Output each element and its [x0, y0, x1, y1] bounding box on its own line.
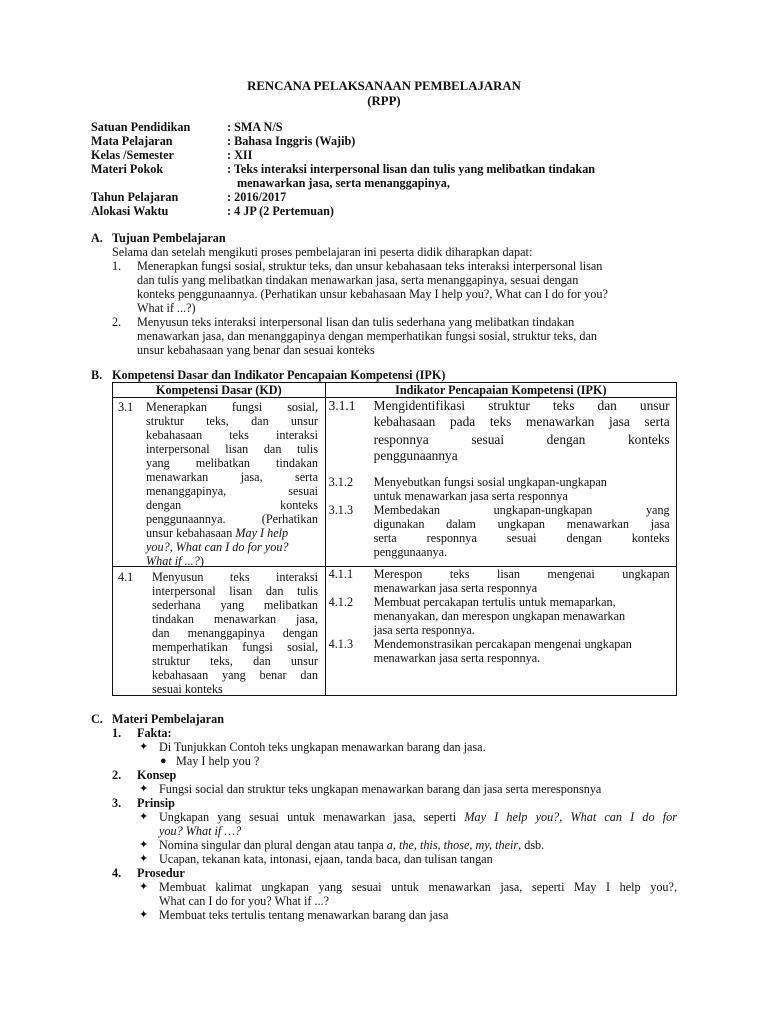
- bullet-text: Di Tunjukkan Contoh teks ungkapan menawarkan barang dan jasa.: [159, 740, 486, 754]
- kd-line: [146, 540, 318, 554]
- section-heading: Kompetensi Dasar dan Indikator Pencapaian Kompetensi (IPK): [112, 368, 446, 382]
- bullet-text-italic: a, the, this, those, my, their: [386, 838, 519, 852]
- kd-text-italic: you?, What can I do for you?: [146, 540, 289, 554]
- kd-line: sesuai konteks: [152, 682, 223, 696]
- bullet-line: What can I do for you? What if ...?: [159, 894, 329, 908]
- kd-line: menanggapinya, sesuai: [146, 484, 318, 498]
- list-item-line: unsur kebahasaan yang benar dan sesuai konteks: [137, 343, 375, 357]
- kd-text-plain: ): [199, 554, 204, 568]
- ipk-text: [374, 475, 670, 503]
- subsection-title: Konsep: [137, 768, 177, 782]
- kd-line: Menerapkan fungsi sosial,: [146, 400, 318, 414]
- four-point-star-icon: ✦: [139, 783, 149, 795]
- section-letter: A.: [91, 231, 103, 245]
- list-item-line: menawarkan jasa, dan menanggapinya dengan memperhatikan fungsi sosial, struktur teks, dan: [137, 329, 597, 343]
- identity-label: Alokasi Waktu: [91, 204, 169, 218]
- table-row: [113, 398, 677, 567]
- bullet-line: [159, 824, 677, 838]
- ipk-number: 4.1.3: [328, 637, 354, 651]
- list-item-line: Menyusun teks interaksi interpersonal lisan dan tulis sederhana yang melibatkan tindakan: [137, 315, 575, 329]
- ipk-line: menawarkan jasa serta responnya: [373, 581, 538, 595]
- competency-table: [112, 382, 677, 696]
- kd-cell: [113, 567, 326, 696]
- ipk-line: Menyebutkan fungsi sosial ungkapan-ungkapan: [373, 475, 607, 489]
- ipk-text: [374, 398, 670, 464]
- bullet-text: [159, 838, 544, 852]
- subsection-title: Fakta:: [137, 726, 172, 740]
- list-number: 1.: [112, 259, 122, 273]
- ipk-line: Mendemonstrasikan percakapan mengenai ungkapan: [373, 637, 632, 651]
- ipk-text: [374, 567, 670, 595]
- ipk-line: responnya sesuai dengan konteks: [373, 432, 670, 447]
- kd-cell: [113, 398, 326, 567]
- identity-label: Materi Pokok: [91, 162, 164, 176]
- list-number: 1.: [112, 726, 122, 740]
- ipk-line: penggunaannya: [373, 448, 458, 463]
- identity-label: Mata Pelajaran: [91, 134, 173, 148]
- identity-label: Satuan Pendidikan: [91, 120, 191, 134]
- identity-value: : Bahasa Inggris (Wajib): [227, 134, 356, 148]
- identity-value: : 4 JP (2 Pertemuan): [227, 204, 334, 218]
- four-point-star-icon: ✦: [139, 909, 149, 921]
- table-row: [113, 567, 677, 696]
- kd-line: [146, 554, 318, 568]
- ipk-line: Merespon teks lisan mengenai ungkapan: [373, 567, 670, 581]
- sub-bullet-text: May I help you ?: [176, 754, 260, 768]
- kd-line: penggunaannya. (Perhatikan: [146, 512, 318, 526]
- kd-line: dan menanggapinya dengan: [152, 626, 318, 640]
- ipk-line: penggunaanya.: [373, 545, 448, 559]
- identity-value: : SMA N/S: [227, 120, 283, 134]
- list-number: 2.: [112, 768, 122, 782]
- four-point-star-icon: ✦: [139, 839, 149, 851]
- identity-value: : XII: [227, 148, 253, 162]
- bullet-text-plain: Nomina singular dan plural dengan atau tanpa: [159, 838, 387, 852]
- bullet-text-italic: you? What if …?: [159, 824, 242, 838]
- document-title: RENCANA PELAKSANAAN PEMBELAJARAN: [247, 79, 521, 93]
- four-point-star-icon: ✦: [139, 881, 149, 893]
- bullet-text: [159, 880, 677, 908]
- dot-icon: ●: [160, 755, 167, 767]
- kd-line: dengan konteks: [146, 498, 318, 512]
- kd-line: struktur teks, dan unsur: [146, 414, 318, 428]
- identity-label: Tahun Pelajaran: [91, 190, 179, 204]
- identity-value-cont: menawarkan jasa, serta menanggapinya,: [237, 176, 450, 190]
- kd-text: [146, 400, 318, 568]
- four-point-star-icon: ✦: [139, 741, 149, 753]
- ipk-line: menanyakan, dan merespon ungkapan menawarkan: [373, 609, 626, 623]
- list-number: 4.: [112, 866, 122, 880]
- kd-number: 4.1: [118, 570, 134, 584]
- bullet-text-plain: , dsb.: [518, 838, 545, 852]
- bullet-line: [159, 810, 677, 824]
- ipk-line: kebahasaan pada teks menawarkan jasa serta: [373, 414, 670, 429]
- kd-line: Menyusun teks interaksi: [152, 570, 318, 584]
- kd-line: kebahasaan yang benar dan: [152, 668, 318, 682]
- ipk-text: [374, 637, 670, 665]
- four-point-star-icon: ✦: [139, 811, 149, 823]
- ipk-number: 3.1.3: [328, 503, 354, 517]
- ipk-number: 4.1.2: [328, 595, 354, 609]
- kd-line: yang melibatkan tindakan: [146, 456, 318, 470]
- ipk-number: 3.1.2: [328, 475, 354, 489]
- ipk-number: 4.1.1: [328, 567, 354, 581]
- identity-label: Kelas /Semester: [91, 148, 174, 162]
- ipk-line: digunakan dalam ungkapan menawarkan jasa: [373, 517, 670, 531]
- section-heading: Tujuan Pembelajaran: [112, 231, 226, 245]
- column-header-kd: Kompetensi Dasar (KD): [113, 383, 326, 398]
- kd-text: [152, 570, 318, 696]
- ipk-line: Membuat percakapan tertulis untuk memaparkan,: [373, 595, 616, 609]
- section-letter: B.: [91, 368, 103, 382]
- ipk-text: [374, 503, 670, 559]
- four-point-star-icon: ✦: [139, 853, 149, 865]
- ipk-cell: [325, 567, 676, 696]
- kd-line: memperhatikan fungsi sosial,: [152, 640, 318, 654]
- list-item: [137, 259, 677, 315]
- kd-number: 3.1: [118, 400, 134, 414]
- kd-line: struktur teks, dan unsur: [152, 654, 318, 668]
- bullet-text: Ucapan, tekanan kata, intonasi, ejaan, tanda baca, dan tulisan tangan: [159, 852, 493, 866]
- kd-line: tindakan menawarkan jasa,: [152, 612, 318, 626]
- kd-text-italic: May I help: [235, 526, 289, 540]
- list-item-line: What if ...?): [137, 301, 196, 315]
- list-item-line: Menerapkan fungsi sosial, struktur teks, dan unsur kebahasaan teks interaksi interpersonal lisan: [137, 259, 603, 273]
- list-number: 2.: [112, 315, 122, 329]
- bullet-text: [159, 810, 677, 838]
- subsection-title: Prinsip: [137, 796, 175, 810]
- bullet-line: Membuat kalimat ungkapan yang sesuai untuk menawarkan jasa, seperti May I help you?,: [159, 880, 677, 894]
- bullet-text: Fungsi social dan struktur teks ungkapan menawarkan barang dan jasa serta meresponsnya: [159, 782, 602, 796]
- identity-value: : Teks interaksi interpersonal lisan dan tulis yang melibatkan tindakan: [227, 162, 596, 176]
- kd-line: interpersonal lisan dan tulis: [146, 442, 318, 456]
- bullet-text: Membuat teks tertulis tentang menawarkan barang dan jasa: [159, 908, 449, 922]
- list-item: [137, 315, 677, 357]
- list-item-line: dan tulis yang melibatkan tindakan menawarkan jasa, serta menanggapinya, sesuai dengan: [137, 273, 579, 287]
- ipk-text: [374, 595, 670, 637]
- section-intro: Selama dan setelah mengikuti proses pembelajaran ini peserta didik diharapkan dapat:: [112, 245, 533, 259]
- document-subtitle: (RPP): [367, 94, 401, 108]
- kd-line: interpersonal lisan dan tulis: [152, 584, 318, 598]
- kd-line: sederhana yang melibatkan: [152, 598, 318, 612]
- ipk-line: jasa serta responnya.: [373, 623, 475, 637]
- ipk-line: menawarkan jasa serta responnya.: [373, 651, 541, 665]
- list-number: 3.: [112, 796, 122, 810]
- ipk-number: 3.1.1: [328, 398, 356, 413]
- bullet-text-italic: May I help you?, What can I do for: [464, 810, 677, 824]
- kd-line: menawarkan jasa, serta: [146, 470, 318, 484]
- ipk-line: Membedakan ungkapan-ungkapan yang: [373, 503, 670, 517]
- list-item-line: konteks penggunaannya. (Perhatikan unsur kebahasaan May I help you?, What can I do for you?: [137, 287, 608, 301]
- bullet-text-plain: Ungkapan yang sesuai untuk menawarkan jasa, seperti: [159, 810, 465, 824]
- section-heading: Materi Pembelajaran: [112, 712, 225, 726]
- section-letter: C.: [91, 712, 103, 726]
- ipk-cell: [325, 398, 676, 567]
- column-header-ipk: Indikator Pencapaian Kompetensi (IPK): [325, 383, 676, 398]
- kd-line: kebahasaan teks interaksi: [146, 428, 318, 442]
- kd-text-italic: What if ...?: [146, 554, 200, 568]
- ipk-line: Mengidentifikasi struktur teks dan unsur: [373, 398, 670, 413]
- kd-text-plain: unsur kebahasaan: [146, 526, 236, 540]
- identity-value: : 2016/2017: [227, 190, 287, 204]
- kd-line: [146, 526, 318, 540]
- ipk-line: serta responnya sesuai dengan konteks: [373, 531, 670, 545]
- ipk-line: untuk menawarkan jasa serta responnya: [373, 489, 568, 503]
- subsection-title: Prosedur: [137, 866, 185, 880]
